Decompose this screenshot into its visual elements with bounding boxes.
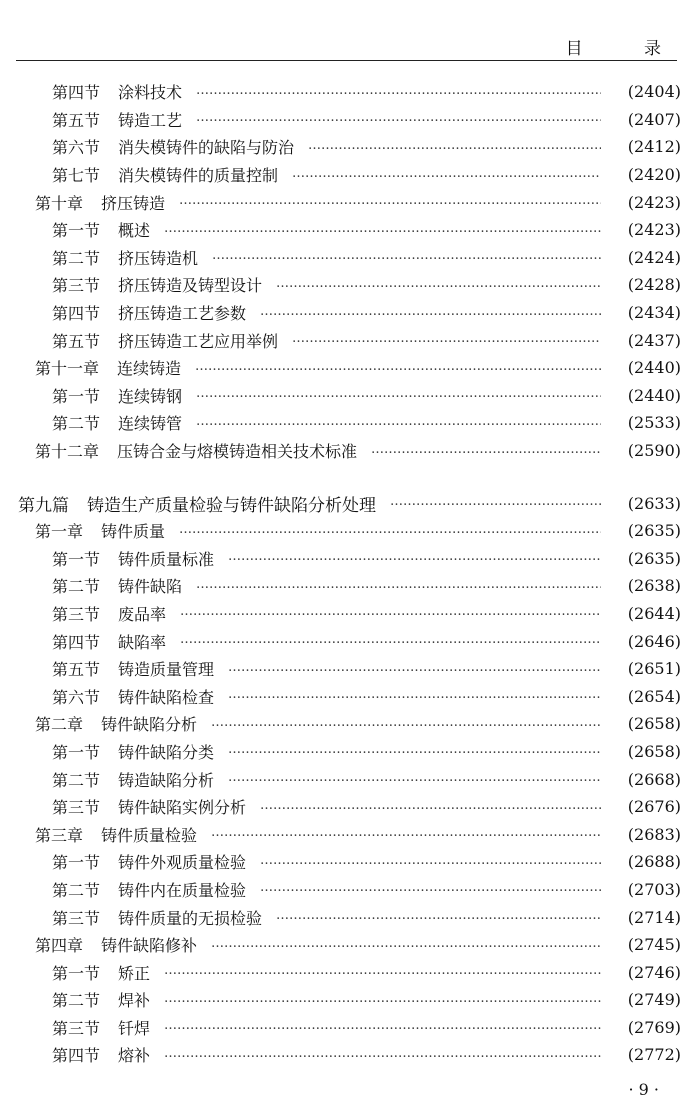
dot-leader xyxy=(390,495,601,511)
toc-entry-label: 第四节 xyxy=(52,83,101,103)
toc-entry-page: (2638) xyxy=(627,576,681,596)
toc-entry-page: (2714) xyxy=(627,907,681,927)
toc-entry-section[interactable] xyxy=(0,986,699,1014)
dot-leader xyxy=(228,771,601,787)
dot-leader xyxy=(196,415,601,431)
toc-entry-section[interactable] xyxy=(0,903,699,931)
toc-entry-label: 第三节 xyxy=(52,908,101,928)
toc-entry-page: (2745) xyxy=(627,935,681,955)
toc-entry-page: (2658) xyxy=(627,714,681,734)
toc-entry-label: 第二章 xyxy=(35,715,84,735)
toc-entry-page: (2423) xyxy=(627,220,681,240)
dot-leader xyxy=(228,688,601,704)
toc-entry-page: (2440) xyxy=(627,358,681,378)
toc-entry-page: (2423) xyxy=(627,192,681,212)
toc-entry-section[interactable] xyxy=(0,958,699,986)
toc-entry-section[interactable] xyxy=(0,244,699,272)
toc-entry-title: 挤压铸造工艺参数 xyxy=(118,304,247,324)
dot-leader xyxy=(260,305,601,321)
toc-entry-title: 铸造工艺 xyxy=(118,110,183,130)
toc-entry-page: (2404) xyxy=(627,82,681,102)
toc-entry-section[interactable] xyxy=(0,876,699,904)
dot-leader xyxy=(211,826,601,842)
toc-entry-page: (2635) xyxy=(627,521,681,541)
toc-entry-chapter[interactable] xyxy=(0,437,699,465)
toc-entry-section[interactable] xyxy=(0,382,699,410)
dot-leader xyxy=(179,523,601,539)
toc-entry-label: 第五节 xyxy=(52,331,101,351)
toc-entry-chapter[interactable] xyxy=(0,931,699,959)
toc-entry-page: (2668) xyxy=(627,769,681,789)
toc-entry-title: 铸造生产质量检验与铸件缺陷分析处理 xyxy=(87,495,376,516)
toc-entry-section[interactable] xyxy=(0,572,699,600)
toc-entry-page: (2769) xyxy=(627,1017,681,1037)
toc-entry-chapter[interactable] xyxy=(0,820,699,848)
toc-entry-page: (2683) xyxy=(627,824,681,844)
toc-entry-page: (2407) xyxy=(627,109,681,129)
toc-entry-title: 铸件内在质量检验 xyxy=(118,880,247,900)
toc-entry-page: (2412) xyxy=(627,137,681,157)
toc-entry-section[interactable] xyxy=(0,627,699,655)
toc-entry-title: 铸件质量的无损检验 xyxy=(118,908,263,928)
toc-entry-label: 第一节 xyxy=(52,386,101,406)
toc-entry-title: 铸件缺陷 xyxy=(118,577,183,597)
toc-entry-page: (2440) xyxy=(627,385,681,405)
dot-leader xyxy=(164,964,601,980)
toc-entry-section[interactable] xyxy=(0,409,699,437)
toc-entry-label: 第五节 xyxy=(52,110,101,130)
toc-entry-title: 缺陷率 xyxy=(118,632,167,652)
dot-leader xyxy=(212,249,601,265)
dot-leader xyxy=(180,633,601,649)
toc-entry-title: 熔补 xyxy=(118,1046,151,1066)
toc-entry-label: 第三节 xyxy=(52,798,101,818)
toc-entry-section[interactable] xyxy=(0,793,699,821)
toc-entry-page: (2772) xyxy=(627,1045,681,1065)
toc-entry-label: 第三节 xyxy=(52,276,101,296)
toc-entry-label: 第三节 xyxy=(52,1018,101,1038)
toc-entry-page: (2651) xyxy=(627,659,681,679)
toc-entry-title: 铸件质量标准 xyxy=(118,549,215,569)
toc-entry-section[interactable] xyxy=(0,326,699,354)
toc-entry-section[interactable] xyxy=(0,216,699,244)
toc-entry-label: 第四节 xyxy=(52,1046,101,1066)
toc-entry-label: 第三章 xyxy=(35,825,84,845)
toc-entry-label: 第一节 xyxy=(52,853,101,873)
toc-entry-title: 涂料技术 xyxy=(118,83,183,103)
toc-entry-page: (2437) xyxy=(627,330,681,350)
toc-entry-page: (2424) xyxy=(627,247,681,267)
toc-entry-chapter[interactable] xyxy=(0,517,699,545)
toc-entry-title: 连续铸造 xyxy=(117,359,182,379)
toc-entry-label: 第十一章 xyxy=(35,359,100,379)
dot-leader xyxy=(196,84,601,100)
toc-entry-label: 第四节 xyxy=(52,304,101,324)
toc-entry-label: 第二节 xyxy=(52,770,101,790)
toc-entry-label: 第六节 xyxy=(52,687,101,707)
toc-entry-page: (2420) xyxy=(627,165,681,185)
toc-entry-chapter[interactable] xyxy=(0,710,699,738)
toc-entry-page: (2635) xyxy=(627,548,681,568)
toc-entry-section[interactable] xyxy=(0,545,699,573)
toc-entry-title: 消失模铸件的质量控制 xyxy=(118,166,279,186)
dot-leader xyxy=(164,1047,601,1063)
page-number: · 9 · xyxy=(628,1080,659,1099)
toc-entry-section[interactable] xyxy=(0,1014,699,1042)
toc-entry-page: (2590) xyxy=(627,441,681,461)
dot-leader xyxy=(276,277,601,293)
toc-entry-label: 第二节 xyxy=(52,991,101,1011)
dot-leader xyxy=(228,743,601,759)
toc-entry-section[interactable] xyxy=(0,106,699,134)
toc-entry-label: 第五节 xyxy=(52,660,101,680)
dot-leader xyxy=(164,222,601,238)
toc-entry-label: 第一节 xyxy=(52,221,101,241)
toc-entry-title: 压铸合金与熔模铸造相关技术标准 xyxy=(117,442,358,462)
toc-entry-page: (2428) xyxy=(627,275,681,295)
dot-leader xyxy=(180,605,601,621)
toc-entry-label: 第六节 xyxy=(52,138,101,158)
dot-leader xyxy=(195,360,601,376)
toc-entry-page: (2633) xyxy=(627,493,681,513)
toc-entry-title: 焊补 xyxy=(118,991,151,1011)
toc-entry-label: 第一章 xyxy=(35,522,84,542)
dot-leader xyxy=(196,111,601,127)
toc-entry-section[interactable] xyxy=(0,655,699,683)
toc-entry-title: 钎焊 xyxy=(118,1018,151,1038)
toc-entry-section[interactable] xyxy=(0,161,699,189)
toc-entry-title: 铸件缺陷实例分析 xyxy=(118,798,247,818)
toc-entry-title: 概述 xyxy=(118,221,151,241)
toc-entry-page: (2703) xyxy=(627,879,681,899)
toc-entry-section[interactable] xyxy=(0,1041,699,1069)
toc-entry-page: (2434) xyxy=(627,303,681,323)
toc-entry-title: 铸造质量管理 xyxy=(118,660,215,680)
toc-entry-label: 第一节 xyxy=(52,549,101,569)
toc-entry-title: 铸件缺陷检查 xyxy=(118,687,215,707)
dot-leader xyxy=(211,716,601,732)
toc-entry-label: 第十章 xyxy=(35,193,84,213)
toc-entry-chapter[interactable] xyxy=(0,188,699,216)
dot-leader xyxy=(228,661,601,677)
toc-entry-title: 挤压铸造及铸型设计 xyxy=(118,276,263,296)
toc-entry-section[interactable] xyxy=(0,600,699,628)
toc-entry-section[interactable] xyxy=(0,271,699,299)
toc-entry-label: 第三节 xyxy=(52,604,101,624)
toc-entry-section[interactable] xyxy=(0,738,699,766)
toc-entry-page: (2676) xyxy=(627,797,681,817)
toc-entry-section[interactable] xyxy=(0,848,699,876)
toc-entry-label: 第二节 xyxy=(52,248,101,268)
dot-leader xyxy=(292,332,601,348)
toc-entry-page: (2654) xyxy=(627,686,681,706)
toc-entry-label: 第一节 xyxy=(52,963,101,983)
toc-entry-title: 连续铸管 xyxy=(118,414,183,434)
dot-leader xyxy=(179,194,601,210)
toc-entry-title: 铸件质量 xyxy=(101,522,166,542)
dot-leader xyxy=(260,799,601,815)
toc-entry-title: 铸造缺陷分析 xyxy=(118,770,215,790)
toc-entry-title: 挤压铸造机 xyxy=(118,248,199,268)
dot-leader xyxy=(260,854,601,870)
dot-leader xyxy=(228,550,601,566)
toc-entry-title: 挤压铸造 xyxy=(101,193,166,213)
toc-entry-page: (2533) xyxy=(627,413,681,433)
toc-entry-title: 废品率 xyxy=(118,604,167,624)
toc-entry-label: 第二节 xyxy=(52,577,101,597)
toc-entry-chapter[interactable] xyxy=(0,354,699,382)
toc-entry-page: (2644) xyxy=(627,603,681,623)
header-title: 目 录 xyxy=(565,39,689,59)
toc-entry-label: 第二节 xyxy=(52,414,101,434)
toc-entry-label: 第七节 xyxy=(52,166,101,186)
toc-entry-section[interactable] xyxy=(0,133,699,161)
toc-entry-label: 第二节 xyxy=(52,880,101,900)
dot-leader xyxy=(164,1019,601,1035)
toc-entry-title: 铸件缺陷分类 xyxy=(118,742,215,762)
toc-entry-page: (2749) xyxy=(627,990,681,1010)
toc-entry-part[interactable] xyxy=(0,489,699,517)
toc-entry-page: (2658) xyxy=(627,741,681,761)
dot-leader xyxy=(260,881,601,897)
toc-entry-page: (2746) xyxy=(627,962,681,982)
toc-entry-title: 挤压铸造工艺应用举例 xyxy=(118,331,279,351)
toc-entry-label: 第一节 xyxy=(52,742,101,762)
toc-entry-section[interactable] xyxy=(0,299,699,327)
toc-entry-title: 铸件外观质量检验 xyxy=(118,853,247,873)
toc-entry-title: 连续铸钢 xyxy=(118,386,183,406)
toc-entry-label: 第十二章 xyxy=(35,442,100,462)
toc-entry-section[interactable] xyxy=(0,765,699,793)
table-of-contents xyxy=(0,78,699,1069)
toc-entry-section[interactable] xyxy=(0,78,699,106)
toc-entry-title: 消失模铸件的缺陷与防治 xyxy=(118,138,295,158)
toc-entry-page: (2688) xyxy=(627,852,681,872)
toc-entry-label: 第九篇 xyxy=(18,495,69,516)
toc-entry-section[interactable] xyxy=(0,682,699,710)
dot-leader xyxy=(196,387,601,403)
dot-leader xyxy=(308,139,601,155)
toc-entry-label: 第四节 xyxy=(52,632,101,652)
dot-leader xyxy=(211,937,601,953)
toc-entry-title: 铸件质量检验 xyxy=(101,825,198,845)
toc-entry-title: 铸件缺陷修补 xyxy=(101,936,198,956)
dot-leader xyxy=(276,909,601,925)
toc-entry-title: 铸件缺陷分析 xyxy=(101,715,198,735)
dot-leader xyxy=(371,443,601,459)
dot-leader xyxy=(164,992,601,1008)
toc-entry-label: 第四章 xyxy=(35,936,84,956)
dot-leader xyxy=(196,578,601,594)
toc-entry-page: (2646) xyxy=(627,631,681,651)
dot-leader xyxy=(292,167,601,183)
running-header xyxy=(16,28,689,61)
toc-entry-title: 矫正 xyxy=(118,963,151,983)
